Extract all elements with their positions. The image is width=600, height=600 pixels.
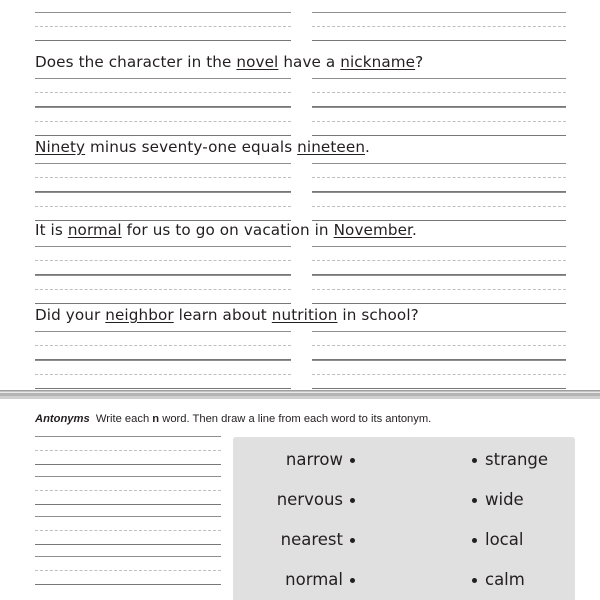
- rule-dashed-midline: [312, 206, 566, 207]
- rule-solid-bottom: [35, 584, 221, 585]
- rule-dashed-midline: [312, 92, 566, 93]
- rule-solid-bottom: [312, 40, 566, 41]
- rule-solid-top: [35, 436, 221, 437]
- rule-solid-top: [35, 12, 291, 13]
- instruction-text-before-2: Write each: [95, 413, 153, 425]
- writing-rule-group-right-2[interactable]: [312, 192, 566, 222]
- rule-dashed-midline: [35, 450, 221, 451]
- rule-dashed-midline: [312, 177, 566, 178]
- writing-rule-group-left-2[interactable]: [35, 275, 291, 305]
- sentence-part: Did your: [35, 306, 106, 324]
- writing-rule-group-right[interactable]: [312, 78, 566, 108]
- sentence-part-underlined: Ninety: [35, 138, 86, 156]
- writing-rule-group-left-2[interactable]: [35, 360, 291, 390]
- rule-solid-top: [312, 107, 566, 108]
- rule-solid-bottom: [35, 40, 291, 41]
- sentence-prompt-ninety: [35, 138, 370, 156]
- rule-solid-top: [35, 556, 221, 557]
- antonyms-section: [0, 399, 600, 600]
- connector-dot-left[interactable]: [350, 458, 355, 463]
- rule-solid-top: [312, 78, 566, 79]
- antonyms-writing-rules: [0, 432, 232, 600]
- rule-solid-bottom: [35, 544, 221, 545]
- antonym-word-right[interactable]: calm: [485, 570, 525, 589]
- sentence-part-underlined: normal: [67, 221, 122, 239]
- section-divider-bar: [0, 390, 600, 399]
- antonym-word-right[interactable]: strange: [485, 450, 549, 469]
- sentence-part: have a: [278, 53, 341, 71]
- sentence-part-underlined: neighbor: [105, 306, 174, 324]
- rule-dashed-midline: [35, 206, 291, 207]
- sentence-part: It is: [35, 221, 68, 239]
- rule-dashed-midline: [35, 92, 291, 93]
- word-match-panel: [233, 437, 575, 600]
- sentence-prompt-normal: [35, 221, 417, 239]
- rule-dashed-midline: [35, 121, 291, 122]
- connector-dot-right[interactable]: [472, 458, 477, 463]
- writing-rule-group-right-2[interactable]: [312, 360, 566, 390]
- rule-solid-bottom: [312, 388, 566, 389]
- sentence-part-underlined: November: [333, 221, 413, 239]
- writing-rule-group-right[interactable]: [312, 12, 566, 42]
- antonyms-instruction: [35, 413, 431, 425]
- rule-solid-bottom: [312, 135, 566, 136]
- sentence-prompt-novel: [35, 53, 423, 71]
- sentence-part: for us to go on vacation in: [121, 221, 334, 239]
- sentence-part: .: [412, 221, 417, 239]
- rule-dashed-midline: [312, 121, 566, 122]
- rule-dashed-midline: [35, 345, 291, 346]
- antonym-word-right[interactable]: local: [485, 530, 524, 549]
- connector-dot-right[interactable]: [472, 538, 477, 543]
- antonym-word-left[interactable]: narrow: [285, 450, 343, 469]
- instruction-text-after: word. Then draw a line from each word to its antonym.: [159, 413, 432, 425]
- sentence-part: Does the character in the: [35, 53, 237, 71]
- word-match-row: [233, 565, 575, 600]
- rule-solid-top: [312, 12, 566, 13]
- antonyms-rule-group-2[interactable]: [35, 476, 221, 506]
- rule-dashed-midline: [312, 374, 566, 375]
- rule-dashed-midline: [312, 345, 566, 346]
- writing-rule-group-left[interactable]: [35, 12, 291, 42]
- sentence-prompt-neighbor: [35, 306, 419, 324]
- writing-rule-group-right[interactable]: [312, 246, 566, 276]
- sentence-part: in school?: [337, 306, 419, 324]
- rule-solid-bottom: [35, 135, 291, 136]
- word-match-row: [233, 525, 575, 565]
- sentence-part: minus seventy-one equals: [85, 138, 298, 156]
- rule-dashed-midline: [35, 570, 221, 571]
- rule-solid-top: [312, 275, 566, 276]
- writing-rule-group-right[interactable]: [312, 163, 566, 193]
- writing-rule-group-right-2[interactable]: [312, 275, 566, 305]
- sentence-part-underlined: nineteen: [297, 138, 366, 156]
- antonyms-heading: Antonyms: [35, 413, 90, 425]
- rule-solid-bottom: [35, 303, 291, 304]
- rule-solid-top: [312, 360, 566, 361]
- rule-solid-top: [35, 163, 291, 164]
- sentence-part-underlined: novel: [236, 53, 279, 71]
- writing-rule-group-left[interactable]: [35, 331, 291, 361]
- rule-solid-top: [35, 516, 221, 517]
- rule-dashed-midline: [35, 289, 291, 290]
- connector-dot-right[interactable]: [472, 578, 477, 583]
- sentence-part-underlined: nutrition: [271, 306, 338, 324]
- writing-rule-group-right[interactable]: [312, 331, 566, 361]
- rule-solid-top: [35, 331, 291, 332]
- rule-dashed-midline: [312, 289, 566, 290]
- sentence-part: .: [365, 138, 370, 156]
- rule-solid-top: [35, 246, 291, 247]
- antonyms-rule-group-3[interactable]: [35, 516, 221, 546]
- rule-solid-top: [35, 360, 291, 361]
- rule-dashed-midline: [35, 260, 291, 261]
- antonyms-rule-group-4[interactable]: [35, 556, 221, 586]
- rule-solid-top: [35, 476, 221, 477]
- sentence-part-underlined: nickname: [340, 53, 416, 71]
- rule-solid-top: [312, 331, 566, 332]
- rule-solid-bottom: [35, 504, 221, 505]
- antonym-word-left[interactable]: nervous: [276, 490, 343, 509]
- rule-solid-bottom: [312, 303, 566, 304]
- rule-solid-top: [35, 107, 291, 108]
- rule-solid-top: [35, 275, 291, 276]
- writing-rule-group-left[interactable]: [35, 78, 291, 108]
- connector-dot-right[interactable]: [472, 498, 477, 503]
- rule-dashed-midline: [35, 26, 291, 27]
- rule-dashed-midline: [35, 490, 221, 491]
- word-match-row: [233, 485, 575, 525]
- rule-solid-top: [312, 246, 566, 247]
- antonym-word-right[interactable]: wide: [485, 490, 524, 509]
- word-match-row: [233, 445, 575, 485]
- connector-dot-left[interactable]: [350, 498, 355, 503]
- sentence-part: ?: [415, 53, 424, 71]
- rule-solid-top: [312, 163, 566, 164]
- rule-dashed-midline: [312, 26, 566, 27]
- rule-solid-top: [312, 192, 566, 193]
- instruction-bold-letter: n: [152, 413, 160, 425]
- writing-rule-group-left-2[interactable]: [35, 192, 291, 222]
- rule-dashed-midline: [312, 260, 566, 261]
- rule-solid-bottom: [35, 464, 221, 465]
- writing-rule-group-left-2[interactable]: [35, 107, 291, 137]
- writing-rule-group-left[interactable]: [35, 163, 291, 193]
- connector-dot-left[interactable]: [350, 538, 355, 543]
- rule-dashed-midline: [35, 530, 221, 531]
- rule-dashed-midline: [35, 374, 291, 375]
- sentence-part: learn about: [173, 306, 272, 324]
- rule-solid-bottom: [35, 388, 291, 389]
- connector-dot-left[interactable]: [350, 578, 355, 583]
- rule-solid-top: [35, 192, 291, 193]
- writing-rule-group-left[interactable]: [35, 246, 291, 276]
- antonym-word-left[interactable]: nearest: [280, 530, 343, 549]
- writing-rule-group-right-2[interactable]: [312, 107, 566, 137]
- rule-dashed-midline: [35, 177, 291, 178]
- rule-solid-top: [35, 78, 291, 79]
- antonyms-rule-group-1[interactable]: [35, 436, 221, 466]
- antonym-word-left[interactable]: normal: [285, 570, 343, 589]
